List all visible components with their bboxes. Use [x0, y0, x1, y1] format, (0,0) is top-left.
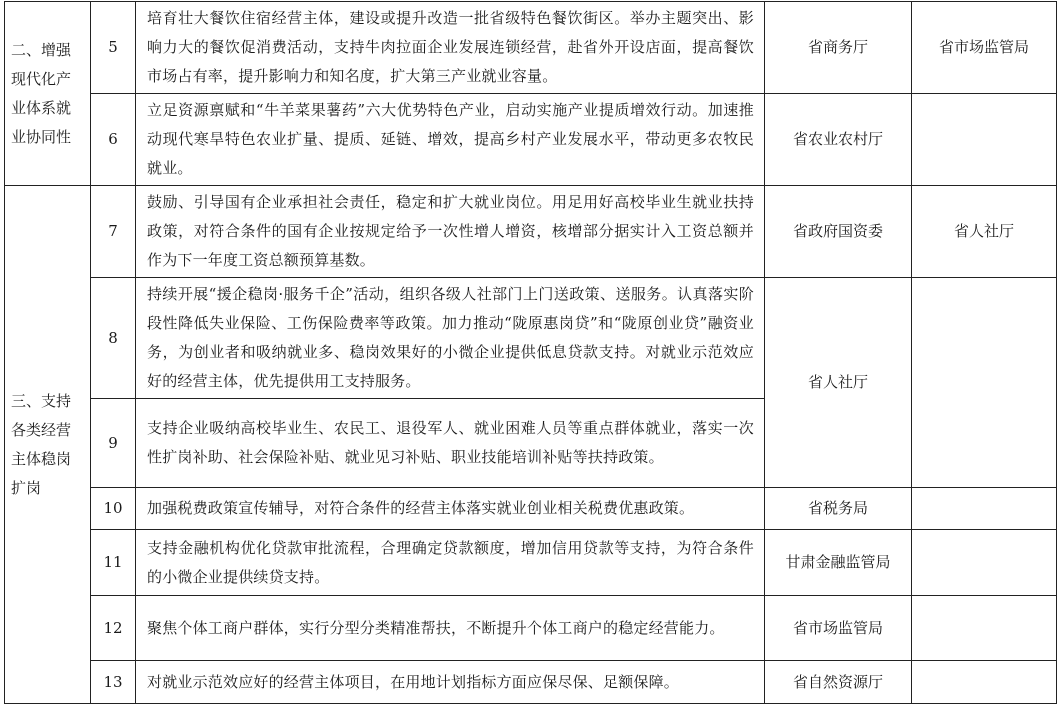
category-cell: 二、增强现代化产业体系就业协同性 [5, 2, 91, 186]
lead-department: 省人社厅 [765, 278, 912, 488]
cooperating-department [912, 278, 1057, 488]
table-row [5, 94, 1057, 186]
lead-department: 省政府国资委 [765, 186, 912, 278]
category-cell: 三、支持各类经营主体稳岗扩岗 [5, 186, 91, 704]
row-number: 13 [91, 661, 136, 704]
table-row [5, 186, 1057, 278]
row-number: 6 [91, 94, 136, 186]
cooperating-department [912, 661, 1057, 704]
row-number: 7 [91, 186, 136, 278]
table-row [5, 488, 1057, 530]
row-number: 10 [91, 488, 136, 530]
task-content: 加强税费政策宣传辅导，对符合条件的经营主体落实就业创业相关税费优惠政策。 [136, 488, 765, 530]
policy-task-table [4, 1, 1057, 704]
table-row [5, 530, 1057, 596]
table-row [5, 661, 1057, 704]
cooperating-department: 省市场监管局 [912, 2, 1057, 94]
cooperating-department [912, 94, 1057, 186]
cooperating-department [912, 488, 1057, 530]
task-content: 对就业示范效应好的经营主体项目，在用地计划指标方面应保尽保、足额保障。 [136, 661, 765, 704]
lead-department: 省农业农村厅 [765, 94, 912, 186]
lead-department: 省自然资源厅 [765, 661, 912, 704]
task-content: 持续开展“援企稳岗·服务千企”活动，组织各级人社部门上门送政策、送服务。认真落实阶段性降低失业保险、工伤保险费率等政策。加力推动“陇原惠岗贷”和“陇原创业贷”融资业务，为创业者和吸纳就业多、稳岗效果好的小微企业提供低息贷款支持。对就业示范效应好的经营主体，优先提供用工支持服务。 [136, 278, 765, 399]
cooperating-department: 省人社厅 [912, 186, 1057, 278]
lead-department: 省商务厅 [765, 2, 912, 94]
cooperating-department [912, 596, 1057, 661]
lead-department: 甘肃金融监管局 [765, 530, 912, 596]
task-content: 立足资源禀赋和“牛羊菜果薯药”六大优势特色产业，启动实施产业提质增效行动。加速推动现代寒旱特色农业扩量、提质、延链、增效，提高乡村产业发展水平，带动更多农牧民就业。 [136, 94, 765, 186]
task-content: 培育壮大餐饮住宿经营主体，建设或提升改造一批省级特色餐饮街区。举办主题突出、影响力大的餐饮促消费活动，支持牛肉拉面企业发展连锁经营，赴省外开设店面，提高餐饮市场占有率，提升影响力和知名度，扩大第三产业就业容量。 [136, 2, 765, 94]
row-number: 9 [91, 399, 136, 488]
row-number: 12 [91, 596, 136, 661]
table-row [5, 278, 1057, 399]
table-row [5, 2, 1057, 94]
lead-department: 省税务局 [765, 488, 912, 530]
row-number: 8 [91, 278, 136, 399]
task-content: 聚焦个体工商户群体，实行分型分类精准帮扶，不断提升个体工商户的稳定经营能力。 [136, 596, 765, 661]
task-content: 支持企业吸纳高校毕业生、农民工、退役军人、就业困难人员等重点群体就业，落实一次性扩岗补助、社会保险补贴、就业见习补贴、职业技能培训补贴等扶持政策。 [136, 399, 765, 488]
cooperating-department [912, 530, 1057, 596]
lead-department: 省市场监管局 [765, 596, 912, 661]
row-number: 11 [91, 530, 136, 596]
table-row [5, 596, 1057, 661]
task-content: 鼓励、引导国有企业承担社会责任，稳定和扩大就业岗位。用足用好高校毕业生就业扶持政策，对符合条件的国有企业按规定给予一次性增人增资，核增部分据实计入工资总额并作为下一年度工资总额预算基数。 [136, 186, 765, 278]
row-number: 5 [91, 2, 136, 94]
task-content: 支持金融机构优化贷款审批流程，合理确定贷款额度，增加信用贷款等支持，为符合条件的小微企业提供续贷支持。 [136, 530, 765, 596]
